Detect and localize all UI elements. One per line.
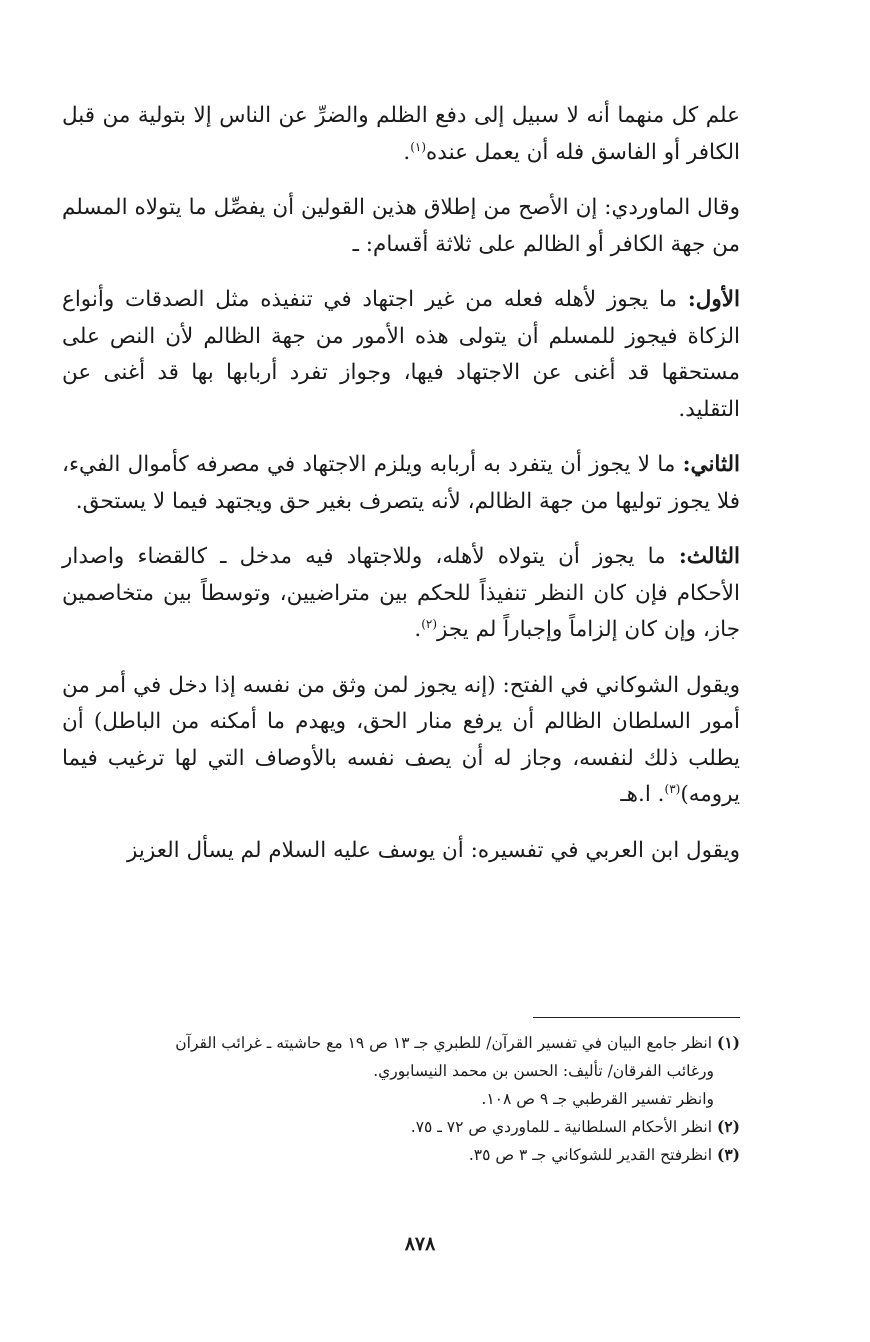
paragraph-6 [62, 668, 740, 814]
main-text [62, 98, 740, 888]
paragraph-text: ما يجوز لأهله فعله من غير اجتهاد في تنفيذه مثل الصدقات وأنواع الزكاة فيجوز للمسلم أن يتولى هذه الأمور من جهة الظالم لأن النص على مستحقها قد أغنى عن الاجتهاد فيها، وجواز تفرد أربابها بها قد أغنى عن التقليد. [62, 287, 740, 422]
footnote-text: انظر جامع البيان في تفسير القرآن/ للطبري جـ ١٣ ص ١٩ مع حاشيته ـ غرائب القرآن [175, 1034, 717, 1052]
paragraph-3 [62, 282, 740, 428]
section-label-third: الثالث: [678, 544, 740, 569]
paragraph-5 [62, 539, 740, 649]
page-number: ٨٧٨ [404, 1233, 436, 1255]
footnotes [62, 1029, 740, 1169]
footnote-ref-1[interactable]: (١) [410, 139, 427, 154]
footnote-text: انظر الأحكام السلطانية ـ للماوردي ص ٧٢ ـ ٧٥. [410, 1118, 717, 1136]
section-label-first: الأول: [687, 287, 740, 312]
paragraph-tail: . [403, 139, 411, 165]
paragraph-text: علم كل منهما أنه لا سبيل إلى دفع الظلم والضرِّ عن الناس إلا بتولية من قبل الكافر أو الفاسق فله أن يعمل عنده [62, 103, 740, 165]
footnote-1-see-also [62, 1085, 740, 1113]
paragraph-text: ما يجوز أن يتولاه لأهله، وللاجتهاد فيه مدخل ـ كالقضاء واصدار الأحكام فإن كان النظر تنفيذاً للحكم بين متراضيين، وتوسطاً بين متخاصمين جاز، وإن كان إلزاماً وإجباراً لم يجز [62, 544, 740, 642]
paragraph-4 [62, 447, 740, 520]
paragraph-text: وقال الماوردي: إن الأصح من إطلاق هذين القولين أن يفصِّل ما يتولاه المسلم من جهة الكافر أو الظالم على ثلاثة أقسام: ـ [62, 195, 740, 257]
footnote-mark: (١) [716, 1033, 740, 1052]
footnote-1 [62, 1029, 740, 1057]
paragraph-text: ما لا يجوز أن يتفرد به أربابه ويلزم الاجتهاد في مصرفه كأموال الفيء، فلا يجوز توليها من جهة الظالم، لأنه يتصرف بغير حق ويجتهد فيما لا يستحق. [62, 452, 740, 514]
paragraph-text: ويقول الشوكاني في الفتح: (إنه يجوز لمن وثق من نفسه إذا دخل في أمر من أمور السلطان الظالم أن يرفع منار الحق، ويهدم ما أمكنه من الباطل) أن يطلب ذلك لنفسه، وجاز له أن يصف نفسه بالأوصاف التي لها ترغيب فيما يرومه) [62, 672, 740, 807]
footnote-ref-3[interactable]: (٣) [664, 781, 681, 796]
paragraph-text: ويقول ابن العربي في تفسيره: أن يوسف عليه السلام لم يسأل العزيز [127, 837, 740, 863]
footnote-mark: (٢) [716, 1117, 740, 1136]
footnote-text: انظرفتح القدير للشوكاني جـ ٣ ص ٣٥. [468, 1146, 717, 1164]
paragraph-2 [62, 190, 740, 263]
footnote-1-continued [62, 1057, 740, 1085]
paragraph-tail: . [414, 617, 422, 642]
footnote-mark: (٣) [716, 1145, 740, 1164]
footnote-ref-2[interactable]: (٢) [421, 616, 438, 631]
paragraph-7 [62, 833, 740, 870]
footnote-separator [533, 1017, 740, 1018]
paragraph-tail: . ا.هـ [620, 782, 665, 807]
section-label-second: الثاني: [682, 452, 740, 477]
paragraph-1 [62, 98, 740, 171]
footnote-2 [62, 1113, 740, 1141]
footnote-text: وانظر تفسير القرطبي جـ ٩ ص ١٠٨. [481, 1090, 714, 1108]
footnote-3 [62, 1141, 740, 1169]
footnote-text: ورغائب الفرقان/ تأليف: الحسن بن محمد النيسابوري. [373, 1062, 714, 1080]
